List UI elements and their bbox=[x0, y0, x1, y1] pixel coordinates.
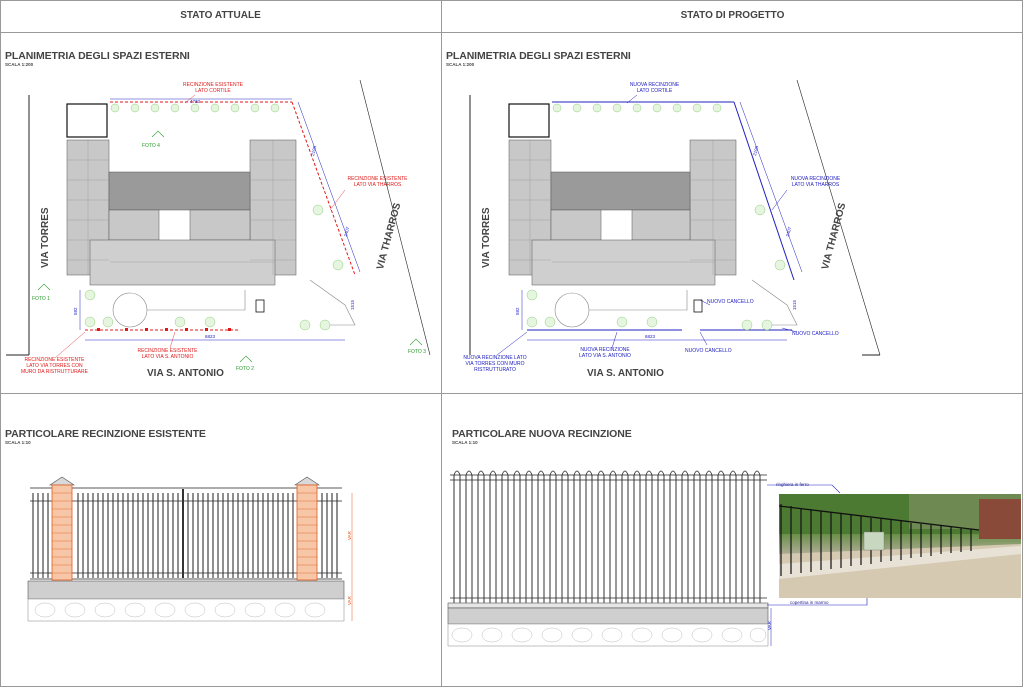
right-dim-side: 2407 bbox=[785, 226, 793, 238]
left-label-rec-cortile bbox=[178, 82, 248, 94]
right-dim-left: 582 bbox=[515, 307, 520, 315]
left-dim-side: 2407 bbox=[343, 226, 351, 238]
brick-pillar-left bbox=[50, 477, 74, 580]
right-plan-scale: SCALA 1:200 bbox=[446, 62, 475, 67]
header-stato-attuale: STATO ATTUALE bbox=[0, 0, 441, 33]
right-label-rec-antonio-text: NUOVA RECINZIONE LATO VIA S. ANTONIO bbox=[579, 347, 631, 359]
left-photo-4: FOTO 4 bbox=[142, 143, 160, 149]
right-label-rec-antonio bbox=[570, 347, 640, 359]
building-project bbox=[509, 140, 736, 285]
left-plan-title: PLANIMETRIA DEGLI SPAZI ESTERNI bbox=[5, 50, 190, 62]
right-label-rec-cortile bbox=[622, 82, 687, 94]
building-existing bbox=[67, 140, 296, 285]
right-label-rec-torres-text: NUOVA RECINZIONE LATO VIA TORRES CON MURO RISTRUTTURATO bbox=[463, 355, 527, 373]
header-stato-progetto: STATO DI PROGETTO bbox=[442, 0, 1023, 33]
left-dim-bottom: 6823 bbox=[205, 334, 216, 339]
brick-pillar-right bbox=[295, 477, 319, 580]
left-label-rec-antonio bbox=[130, 348, 205, 360]
right-detail-title: PARTICOLARE NUOVA RECINZIONE bbox=[452, 428, 632, 440]
left-detail-title: PARTICOLARE RECINZIONE ESISTENTE bbox=[5, 428, 206, 440]
existing-fence-elevation bbox=[0, 393, 441, 687]
left-detail-dim-lower: VAR bbox=[347, 596, 352, 605]
left-site-plan bbox=[0, 0, 441, 393]
left-street-torres: VIA TORRES bbox=[40, 207, 51, 268]
left-street-antonio: VIA S. ANTONIO bbox=[147, 368, 224, 379]
photo-fence-drawing bbox=[779, 494, 1021, 598]
right-street-antonio: VIA S. ANTONIO bbox=[587, 368, 664, 379]
right-site-plan bbox=[442, 0, 1023, 393]
right-street-tharros: VIA THARROS bbox=[820, 201, 849, 271]
right-dim-bottom: 6823 bbox=[645, 334, 656, 339]
left-dim-left: 582 bbox=[73, 307, 78, 315]
right-detail-dim-lower: VAR bbox=[767, 621, 772, 630]
right-dim-right: 1515 bbox=[792, 299, 797, 310]
right-detail-scale: SCALA 1:10 bbox=[452, 440, 478, 445]
left-photo-3: FOTO 3 bbox=[408, 349, 426, 355]
left-detail-dim-upper: VAR bbox=[347, 531, 352, 540]
right-plan-title: PLANIMETRIA DEGLI SPAZI ESTERNI bbox=[446, 50, 631, 62]
new-fence-elevation bbox=[442, 393, 772, 687]
left-street-tharros: VIA THARROS bbox=[375, 201, 404, 271]
right-label-rec-tharros-text: NUOVA RECINZIONE LATO VIA THARROS bbox=[790, 176, 841, 188]
left-label-rec-torres bbox=[12, 357, 97, 375]
callout-ringhiera: ringhiera in ferro bbox=[776, 482, 809, 487]
right-street-torres: VIA TORRES bbox=[481, 207, 492, 268]
left-label-rec-tharros bbox=[340, 176, 415, 188]
left-photo-1: FOTO 1 bbox=[32, 296, 50, 302]
right-label-rec-torres bbox=[455, 355, 535, 373]
left-photo-2: FOTO 2 bbox=[236, 366, 254, 372]
right-dim-diag: 2198 bbox=[752, 145, 760, 157]
right-label-rec-cortile-text: NUOVA RECINZIONE LATO CORTILE bbox=[629, 82, 680, 94]
left-dim-right: 1515 bbox=[350, 299, 355, 310]
right-label-cancello-1: NUOVO CANCELLO bbox=[707, 299, 754, 305]
left-plan-scale: SCALA 1:200 bbox=[5, 62, 34, 67]
left-detail-scale: SCALA 1:10 bbox=[5, 440, 31, 445]
left-dim-diag: 2198 bbox=[310, 145, 318, 157]
right-label-cancello-2: NUOVO CANCELLO bbox=[685, 348, 732, 354]
left-dim-top: 4733 bbox=[190, 99, 201, 104]
left-label-rec-tharros-text: RECINZIONE ESISTENTE LATO VIA THARROS bbox=[347, 176, 408, 188]
left-label-rec-antonio-text: RECINZIONE ESISTENTE LATO VIA S. ANTONIO bbox=[137, 348, 198, 360]
left-label-rec-cortile-text: RECINZIONE ESISTENTE LATO CORTILE bbox=[182, 82, 243, 94]
left-label-rec-torres-text: RECINZIONE ESISTENTE LATO VIA TORRES CON MURO DA RISTRUTTURARE bbox=[21, 357, 88, 375]
callout-copertina: copertina in marmo bbox=[790, 600, 829, 605]
fence-reference-photo bbox=[779, 494, 1021, 598]
right-label-cancello-3: NUOVO CANCELLO bbox=[792, 331, 839, 337]
right-label-rec-tharros bbox=[783, 176, 848, 188]
